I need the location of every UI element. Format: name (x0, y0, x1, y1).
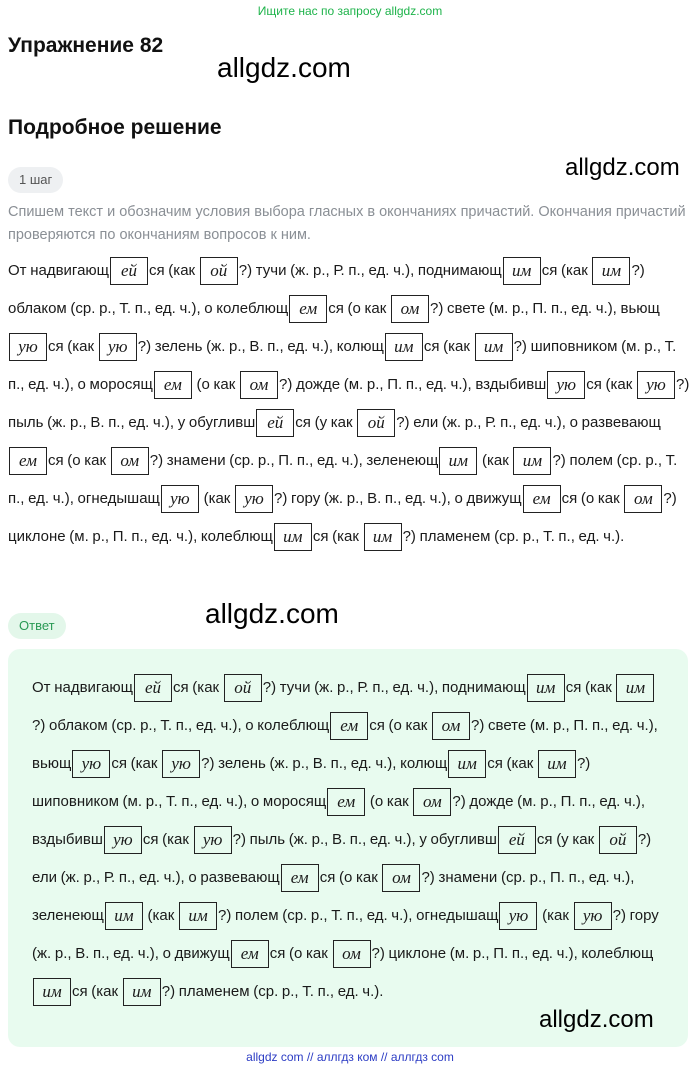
page-title: Упражнение 82 (8, 34, 164, 57)
text-fragment: (как (538, 907, 573, 924)
text-fragment: ?) зелень (ж. р., В. п., ед. ч.), колющ (137, 338, 384, 355)
ending-box: им (179, 902, 217, 930)
text-fragment: ?) облаком (ср. р., Т. п., ед. ч.), о колеблющ (8, 262, 645, 317)
ending-box: ем (154, 371, 192, 399)
ending-box: ую (637, 371, 675, 399)
ending-box: ем (289, 295, 327, 323)
ending-box: им (538, 750, 576, 778)
ending-box: им (439, 447, 477, 475)
text-fragment: ся (как (48, 338, 98, 355)
ending-box: им (274, 523, 312, 551)
footer-links[interactable]: allgdz com // аллгдз ком // аллгдз com (246, 1050, 454, 1064)
ending-box: ую (72, 750, 110, 778)
text-fragment: ся (о как (319, 869, 382, 886)
ending-box: ем (231, 940, 269, 968)
text-fragment: ся (как (312, 528, 363, 545)
text-fragment: ?) ели (ж. р., Р. п., ед. ч.), о развевающ (32, 831, 652, 886)
ending-box: ом (624, 485, 662, 513)
ending-box: ей (134, 674, 172, 702)
ending-box: им (503, 257, 541, 285)
text-fragment: ся (как (149, 262, 199, 279)
ending-box: им (364, 523, 402, 551)
text-fragment: ся (как (586, 376, 636, 393)
ending-box: ую (162, 750, 200, 778)
text-fragment: (как (478, 452, 513, 469)
ending-box: ом (432, 712, 470, 740)
ending-box: ей (256, 409, 294, 437)
text-fragment: ?) тучи (ж. р., Р. п., ед. ч.), поднимающ (238, 262, 502, 279)
ending-box: ем (9, 447, 47, 475)
text-fragment: ?) пламенем (ср. р., Т. п., ед. ч.). (161, 983, 384, 1000)
text-fragment: От надвигающ (32, 679, 134, 696)
text-fragment: ся (как (487, 755, 537, 772)
text-fragment: (как (143, 907, 179, 924)
ending-box: ей (110, 257, 148, 285)
text-fragment: (о как (366, 793, 413, 810)
text-fragment: ?) пламенем (ср. р., Т. п., ед. ч.). (402, 528, 625, 545)
step-badge: 1 шаг (8, 167, 63, 193)
ending-box: ом (240, 371, 278, 399)
text-fragment: (у как (556, 831, 598, 848)
text-fragment: ся (как (173, 679, 223, 696)
text-fragment: (у как (314, 414, 357, 431)
ending-box: ую (194, 826, 232, 854)
answer-badge: Ответ (8, 613, 66, 639)
ending-box: им (475, 333, 513, 361)
watermark: allgdz.com (565, 154, 680, 181)
ending-box: им (592, 257, 630, 285)
ending-box: ой (200, 257, 238, 285)
text-fragment: От надвигающ (8, 262, 110, 279)
text-fragment: ?) свете (м. р., П. п., ед. ч.), вьющ (430, 300, 660, 317)
text-fragment: ?) шиповником (м. р., Т. п., ед. ч.), о моросящ (32, 755, 591, 810)
text-fragment: ?) гору (ж. р., В. п., ед. ч.), о движущ (32, 907, 659, 962)
text-fragment: ?) полем (ср. р., Т. п., ед. ч.), огнедышащ (218, 907, 499, 924)
ending-box: ом (391, 295, 429, 323)
ending-box: ую (574, 902, 612, 930)
text-fragment: ся (295, 414, 315, 431)
text-fragment: (о как (192, 376, 239, 393)
ending-box: ой (599, 826, 637, 854)
ending-box: ом (111, 447, 149, 475)
ending-box: ой (357, 409, 395, 437)
text-fragment: ?) облаком (ср. р., Т. п., ед. ч.), о колеблющ (32, 717, 330, 734)
ending-box: ей (498, 826, 536, 854)
text-fragment: ся (как (565, 679, 616, 696)
ending-box: ем (327, 788, 365, 816)
answer-text (32, 669, 668, 1011)
text-fragment: ?) ели (ж. р., Р. п., ед. ч.), о развевающ (396, 414, 661, 431)
ending-box: им (616, 674, 654, 702)
watermark: allgdz.com (217, 52, 351, 83)
text-fragment: ся (как (541, 262, 592, 279)
text-fragment: ?) тучи (ж. р., Р. п., ед. ч.), поднимающ (262, 679, 526, 696)
ending-box: ем (523, 485, 561, 513)
text-fragment: ся (о как (48, 452, 110, 469)
section-heading: Подробное решение (8, 116, 222, 139)
text-fragment: ся (как (142, 831, 193, 848)
ending-box: ем (281, 864, 319, 892)
text-fragment: ся (о как (561, 490, 624, 507)
ending-box: ем (330, 712, 368, 740)
text-fragment: ?) дожде (м. р., П. п., ед. ч.), вздыбивш (32, 793, 646, 848)
text-fragment: ?) дожде (м. р., П. п., ед. ч.), вздыбивш (279, 376, 547, 393)
text-fragment: ся (о как (369, 717, 432, 734)
ending-box: ом (333, 940, 371, 968)
text-fragment: ?) циклоне (м. р., П. п., ед. ч.), колеблющ (371, 945, 654, 962)
watermark: allgdz.com (205, 598, 339, 629)
ending-box: ую (161, 485, 199, 513)
text-fragment: ?) шиповником (м. р., Т. п., ед. ч.), о моросящ (8, 338, 677, 393)
text-fragment: ?) гору (ж. р., В. п., ед. ч.), о движущ (274, 490, 522, 507)
text-fragment: ?) пыль (ж. р., В. п., ед. ч.), у обугливш (8, 376, 690, 431)
text-fragment: ?) свете (м. р., П. п., ед. ч.), вьющ (32, 717, 658, 772)
text-fragment: ?) зелень (ж. р., В. п., ед. ч.), колющ (201, 755, 448, 772)
ending-box: ой (224, 674, 262, 702)
text-fragment: ся (536, 831, 557, 848)
search-hint-banner[interactable]: Ищите нас по запросу allgdz.com (257, 4, 443, 18)
ending-box: ую (547, 371, 585, 399)
text-fragment: ?) знамени (ср. р., П. п., ед. ч.), зеленеющ (149, 452, 439, 469)
ending-box: ую (9, 333, 47, 361)
solution-intro: Спишем текст и обозначим условия выбора гласных в окончаниях причастий. Окончания причастий проверяются по окончаниям вопросов к ним. (8, 204, 686, 243)
text-fragment: ?) пыль (ж. р., В. п., ед. ч.), у обугливш (232, 831, 497, 848)
text-fragment: ся (как (111, 755, 162, 772)
ending-box: им (385, 333, 423, 361)
watermark: allgdz.com (539, 1006, 654, 1033)
text-fragment: ся (о как (269, 945, 332, 962)
answer-panel (8, 649, 688, 1047)
ending-box: им (527, 674, 565, 702)
text-fragment: ся (как (72, 983, 122, 1000)
ending-box: им (33, 978, 71, 1006)
solution-text (8, 252, 692, 556)
ending-box: им (448, 750, 486, 778)
ending-box: им (105, 902, 143, 930)
ending-box: ую (99, 333, 137, 361)
text-fragment: (как (199, 490, 235, 507)
ending-box: ом (413, 788, 451, 816)
text-fragment: ся (о как (328, 300, 391, 317)
ending-box: ую (235, 485, 273, 513)
ending-box: ую (104, 826, 142, 854)
text-fragment: ся (как (423, 338, 474, 355)
ending-box: ую (499, 902, 537, 930)
text-fragment: ?) полем (ср. р., Т. п., ед. ч.), огнедышащ (8, 452, 678, 507)
ending-box: ом (382, 864, 420, 892)
text-fragment: ?) знамени (ср. р., П. п., ед. ч.), зеленеющ (32, 869, 635, 924)
ending-box: им (513, 447, 551, 475)
ending-box: им (123, 978, 161, 1006)
text-fragment: ?) циклоне (м. р., П. п., ед. ч.), колеблющ (8, 490, 677, 545)
